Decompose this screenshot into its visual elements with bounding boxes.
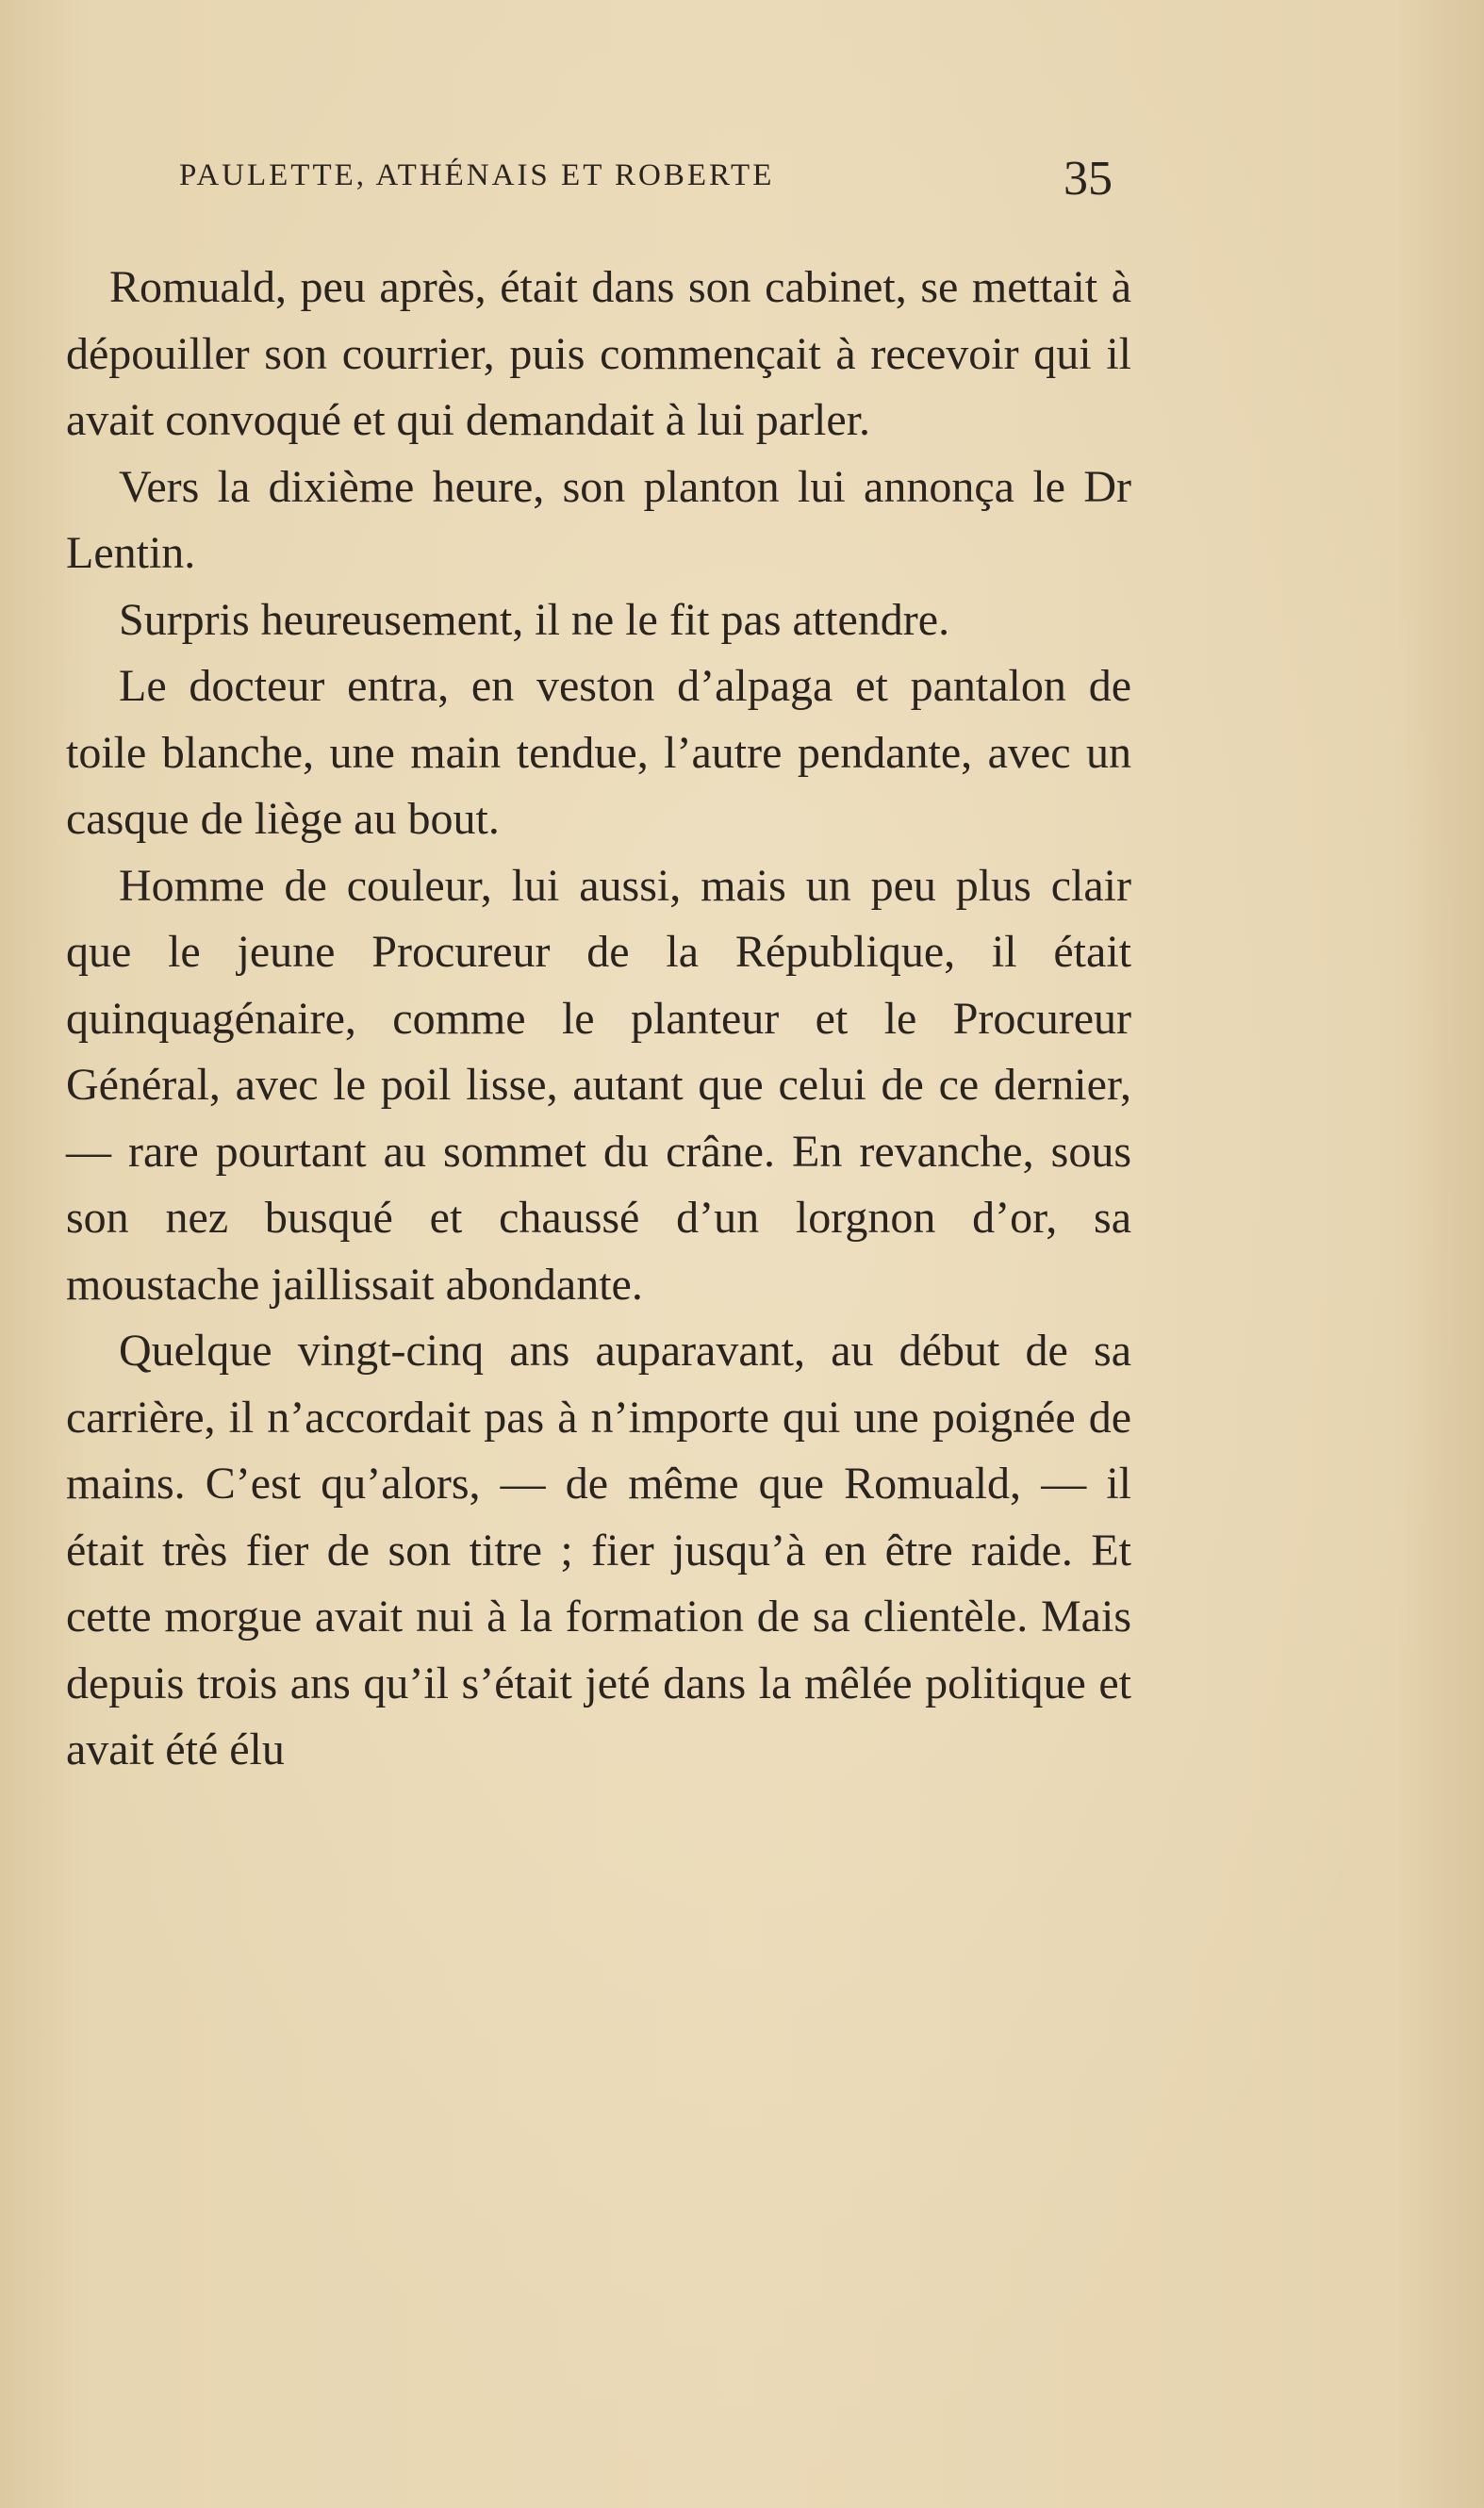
paragraph: Surpris heureusement, il ne le fit pas attendre. bbox=[119, 594, 950, 645]
paragraph: Quelque vingt-cinq ans auparavant, au début de sa carrière, il n’accordait pas à n’importe qui une poignée de mains. C’est qu’alors, — de même que Romuald, — il était très fier de son titre ; fier jusqu’à en être raide. Et cette morgue avait nui à la formation de sa clientèle. Mais depuis trois ans qu’il s’était jeté dans la mêlée politique et avait été élu bbox=[66, 1326, 1131, 1774]
page-number: 35 bbox=[1064, 152, 1113, 206]
body-text bbox=[66, 255, 1131, 1784]
running-head bbox=[179, 151, 1122, 207]
paragraph: Le docteur entra, en veston d’alpaga et pantalon de toile blanche, une main tendue, l’autre pendante, avec un casque de liège au bout. bbox=[66, 661, 1131, 844]
paragraph: Homme de couleur, lui aussi, mais un peu plus clair que le jeune Procureur de la République, il était quinquagénaire, comme le planteur et le Procureur Général, avec le poil lisse, autant que celui de ce dernier, — rare pourtant au sommet du crâne. En revanche, sous son nez busqué et chaussé d’un lorgnon d’or, sa moustache jaillissait abondante. bbox=[66, 860, 1131, 1310]
running-title: PAULETTE, ATHÉNAIS ET ROBERTE bbox=[179, 158, 775, 192]
paragraph: Romuald, peu après, était dans son cabinet, se mettait à dépouiller son courrier, puis commençait à recevoir qui il avait convoqué et qui demandait à lui parler. bbox=[66, 262, 1131, 445]
paragraph: Vers la dixième heure, son planton lui annonça le Dr Lentin. bbox=[66, 461, 1131, 578]
